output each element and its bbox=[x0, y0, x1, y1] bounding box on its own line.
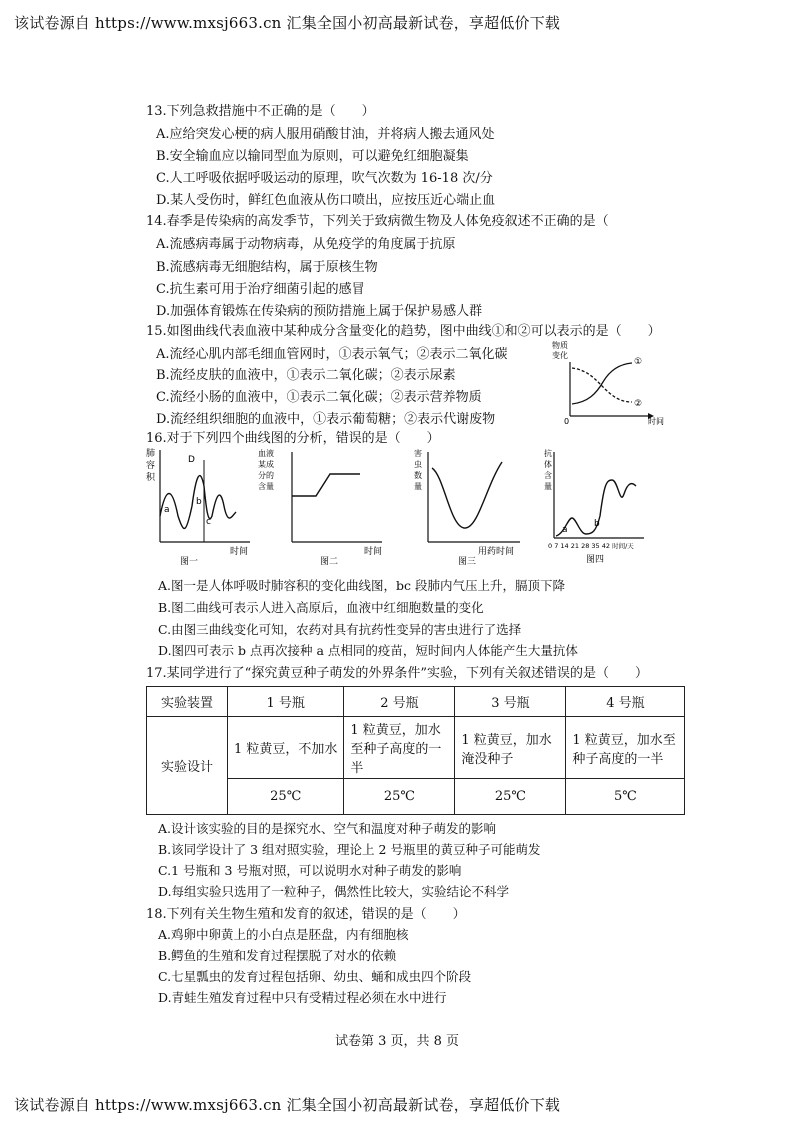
table-cell: 25℃ bbox=[228, 779, 344, 815]
svg-text:积: 积 bbox=[146, 473, 156, 483]
q16-option-c: C.由图三曲线变化可知，农药对具有抗药性变异的害虫进行了选择 bbox=[158, 622, 522, 637]
svg-text:时间: 时间 bbox=[230, 547, 249, 557]
table-cell: 1 粒黄豆，不加水 bbox=[228, 717, 344, 779]
svg-text:b: b bbox=[196, 497, 202, 507]
svg-text:数: 数 bbox=[414, 471, 422, 480]
q15-option-d: D.流经组织细胞的血液中，①表示葡萄糖；②表示代谢废物 bbox=[156, 412, 496, 427]
q18-option-c: C.七星瓢虫的发育过程包括卵、幼虫、蛹和成虫四个阶段 bbox=[158, 969, 472, 984]
svg-text:图二: 图二 bbox=[320, 557, 339, 567]
svg-text:时间: 时间 bbox=[364, 547, 383, 557]
q13-option-a: A.应给突发心梗的病人服用硝酸甘油，并将病人搬去通风处 bbox=[156, 127, 495, 142]
q16-option-a: A.图一是人体呼吸时肺容积的变化曲线图，bc 段肺内气压上升，膈顶下降 bbox=[158, 578, 565, 593]
q15-option-a: A.流经心肌内部毛细血管网时，①表示氧气；②表示二氧化碳 bbox=[156, 347, 508, 362]
q16-graph-1 bbox=[140, 446, 260, 574]
q16-graph-4 bbox=[540, 446, 670, 574]
table-cell: 1 粒黄豆，加水至种子高度的一半 bbox=[344, 717, 455, 779]
q16-graph-3 bbox=[408, 446, 528, 574]
svg-text:量: 量 bbox=[414, 482, 422, 491]
svg-text:0: 0 bbox=[564, 417, 570, 426]
q17-option-a: A.设计该实验的目的是探究水、空气和温度对种子萌发的影响 bbox=[158, 821, 497, 836]
svg-text:a: a bbox=[164, 505, 170, 515]
svg-text:某成: 某成 bbox=[258, 460, 274, 469]
q16-graph-2 bbox=[256, 446, 386, 574]
svg-text:D: D bbox=[188, 455, 195, 465]
svg-text:0 7 14 21 28 35 42 时间/天: 0 7 14 21 28 35 42 时间/天 bbox=[548, 542, 634, 550]
question-14-stem: 14.春季是传染病的高发季节，下列关于致病微生物及人体免疫叙述不正确的是（ bbox=[146, 214, 609, 229]
question-18-stem: 18.下列有关生物生殖和发育的叙述，错误的是（ ） bbox=[146, 907, 466, 922]
svg-text:分的: 分的 bbox=[258, 471, 274, 480]
q18-option-a: A.鸡卵中卵黄上的小白点是胚盘，内有细胞核 bbox=[158, 927, 409, 942]
svg-text:肺: 肺 bbox=[146, 449, 156, 459]
q17-option-d: D.每组实验只选用了一粒种子，偶然性比较大，实验结论不科学 bbox=[158, 884, 510, 899]
q14-option-d: D.加强体育锻炼在传染病的预防措施上属于保护易感人群 bbox=[156, 304, 483, 319]
svg-text:a: a bbox=[562, 525, 568, 535]
question-17-stem: 17.某同学进行了“探究黄豆种子萌发的外界条件”实验，下列有关叙述错误的是（ ） bbox=[146, 666, 648, 681]
svg-text:图一: 图一 bbox=[180, 557, 199, 567]
svg-text:c: c bbox=[206, 517, 211, 527]
q14-option-c: C.抗生素可用于治疗细菌引起的感冒 bbox=[156, 282, 365, 297]
table-cell: 1 粒黄豆，加水至种子高度的一半 bbox=[566, 717, 685, 779]
svg-text:物质: 物质 bbox=[552, 341, 568, 350]
table-cell: 5℃ bbox=[566, 779, 685, 815]
svg-text:体: 体 bbox=[544, 460, 552, 469]
svg-text:①: ① bbox=[634, 357, 643, 367]
table-header-cell: 1 号瓶 bbox=[228, 687, 344, 717]
question-13-stem: 13.下列急救措施中不正确的是（ ） bbox=[146, 104, 375, 119]
q13-option-d: D.某人受伤时，鲜红色血液从伤口喷出，应按压近心端止血 bbox=[156, 193, 496, 208]
q16-option-b: B.图二曲线可表示人进入高原后，血液中红细胞数量的变化 bbox=[158, 600, 484, 615]
q13-option-b: B.安全输血应以输同型血为原则，可以避免红细胞凝集 bbox=[156, 149, 469, 164]
svg-text:用药时间: 用药时间 bbox=[478, 547, 515, 557]
q15-option-c: C.流经小肠的血液中，①表示二氧化碳；②表示营养物质 bbox=[156, 390, 482, 405]
table-row-label: 实验设计 bbox=[147, 717, 228, 815]
table-header-cell: 3 号瓶 bbox=[455, 687, 566, 717]
q13-option-c: C.人工呼吸依据呼吸运动的原理，吹气次数为 16-18 次/分 bbox=[156, 171, 493, 186]
svg-text:虫: 虫 bbox=[414, 460, 422, 469]
source-banner-top: 该试卷源自 https://www.mxsj663.cn 汇集全国小初高最新试卷，享超低价下载 bbox=[14, 14, 561, 32]
svg-text:变化: 变化 bbox=[552, 351, 568, 360]
q15-option-b: B.流经皮肤的血液中，①表示二氧化碳；②表示尿素 bbox=[156, 368, 456, 383]
q17-experiment-table bbox=[146, 686, 685, 815]
svg-text:②: ② bbox=[634, 399, 643, 409]
q14-option-b: B.流感病毒无细胞结构，属于原核生物 bbox=[156, 260, 378, 275]
svg-text:含: 含 bbox=[544, 471, 552, 480]
question-15-stem: 15.如图曲线代表血液中某种成分含量变化的趋势，图中曲线①和②可以表示的是（ ） bbox=[146, 324, 661, 339]
page-footer: 试卷第 3 页，共 8 页 bbox=[334, 1034, 460, 1049]
q17-option-c: C.1 号瓶和 3 号瓶对照，可以说明水对种子萌发的影响 bbox=[158, 863, 462, 878]
table-header-cell: 4 号瓶 bbox=[566, 687, 685, 717]
q16-option-d: D.图四可表示 b 点再次接种 a 点相同的疫苗，短时间内人体能产生大量抗体 bbox=[158, 643, 578, 658]
table-header-cell: 2 号瓶 bbox=[344, 687, 455, 717]
q15-graph bbox=[548, 336, 670, 432]
question-16-stem: 16.对于下列四个曲线图的分析，错误的是（ ） bbox=[146, 431, 440, 446]
q17-option-b: B.该同学设计了 3 组对照实验，理论上 2 号瓶里的黄豆种子可能萌发 bbox=[158, 842, 541, 857]
svg-text:含量: 含量 bbox=[258, 482, 274, 491]
q14-option-a: A.流感病毒属于动物病毒，从免疫学的角度属于抗原 bbox=[156, 237, 456, 252]
table-cell: 25℃ bbox=[344, 779, 455, 815]
svg-text:害: 害 bbox=[414, 449, 422, 458]
svg-text:血液: 血液 bbox=[258, 449, 274, 458]
svg-text:量: 量 bbox=[544, 482, 552, 491]
q18-option-d: D.青蛙生殖发育过程中只有受精过程必须在水中进行 bbox=[158, 990, 447, 1005]
svg-text:图四: 图四 bbox=[586, 555, 605, 565]
svg-text:b: b bbox=[594, 519, 600, 529]
svg-text:容: 容 bbox=[146, 461, 156, 471]
svg-text:抗: 抗 bbox=[544, 449, 552, 458]
svg-text:时间: 时间 bbox=[648, 417, 664, 426]
source-banner-bottom: 该试卷源自 https://www.mxsj663.cn 汇集全国小初高最新试卷，享超低价下载 bbox=[14, 1096, 561, 1114]
svg-text:图三: 图三 bbox=[458, 557, 477, 567]
table-cell: 1 粒黄豆，加水淹没种子 bbox=[455, 717, 566, 779]
q18-option-b: B.鳄鱼的生殖和发育过程摆脱了对水的依赖 bbox=[158, 948, 397, 963]
table-cell: 25℃ bbox=[455, 779, 566, 815]
table-header-cell: 实验装置 bbox=[147, 687, 228, 717]
